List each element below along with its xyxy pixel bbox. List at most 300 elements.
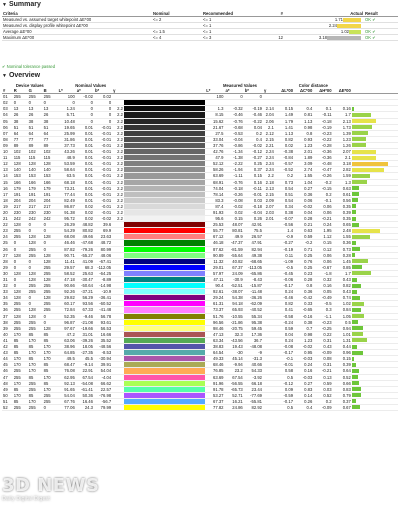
cell: 255 — [28, 325, 43, 331]
cell: -0.57 — [275, 161, 294, 167]
cell: 12 — [2, 161, 13, 167]
delta-e-bar — [352, 345, 357, 349]
delta-e-bar — [352, 174, 370, 178]
delta-e-bar — [352, 387, 361, 391]
cell: 128 — [13, 252, 28, 258]
column-header: L* — [58, 88, 76, 94]
cell: -0.01 — [94, 209, 112, 215]
cell: -2.22 — [225, 161, 244, 167]
cell: -0.01 — [94, 173, 112, 179]
cell: 0.59 — [294, 234, 313, 240]
cell: 255 — [28, 246, 43, 252]
cell: 0.76 — [294, 258, 313, 264]
cell: 2.13 — [263, 185, 275, 191]
cell: 2.24 — [263, 155, 275, 161]
cell: -0.04 — [244, 209, 263, 215]
delta-e-bar — [352, 150, 376, 154]
nominal-values-header: Nominal Values — [75, 83, 107, 88]
cell: 30 — [2, 270, 13, 276]
cell: 115 — [13, 155, 28, 161]
cell: -0.19 — [244, 106, 263, 112]
cell: 0.02 — [76, 216, 94, 222]
cell: -0.2 — [313, 179, 332, 185]
cell: 77 — [13, 136, 28, 142]
summary-actual-cell — [284, 35, 364, 41]
cell: -0.01 — [94, 197, 112, 203]
cell: 0.2 — [313, 398, 332, 404]
cell: -0.08 — [225, 197, 244, 203]
cell: 0.01 — [76, 179, 94, 185]
cell: 47.18 — [58, 277, 76, 283]
cell: -1.94 — [225, 167, 244, 173]
cell: 0 — [13, 246, 28, 252]
cell: -0.02 — [294, 344, 313, 350]
summary-criteria-cell: Average ΔE*00 — [2, 29, 152, 35]
cell: 73.37 — [205, 307, 224, 313]
cell: -0.23 — [313, 319, 332, 325]
delta-e-bar — [352, 131, 368, 135]
cell: 0.36 — [294, 289, 313, 295]
cell: 0.51 — [275, 191, 294, 197]
cell: 38 — [28, 118, 43, 124]
cell: 0.03 — [313, 386, 332, 392]
cell: 255 — [28, 283, 43, 289]
summary-actual-value: 3.18 — [318, 35, 327, 41]
cell: 0.24 — [275, 337, 294, 343]
delta-e-bar — [352, 369, 359, 373]
cell: -30.47 — [76, 277, 94, 283]
cell: 191 — [28, 191, 43, 197]
cell: 77.44 — [58, 191, 76, 197]
cell: 230 — [28, 209, 43, 215]
cell: -0.02 — [244, 142, 263, 148]
cell: 2.2 — [112, 155, 124, 161]
cell: 87.62 — [205, 246, 224, 252]
delta-e-bar — [352, 210, 356, 214]
cell: 0.98 — [294, 331, 313, 337]
cell: 0.4 — [294, 404, 313, 410]
cell: -0.45 — [275, 270, 294, 276]
cell: -30.94 — [94, 356, 112, 362]
cell: 67.76 — [58, 398, 76, 404]
cell: 1.13 — [275, 130, 294, 136]
cell: 153 — [13, 173, 28, 179]
cell: 79.99 — [94, 404, 112, 410]
cell: 1.55 — [294, 173, 313, 179]
cell: 0.21 — [294, 222, 313, 228]
cell: 0.65 — [333, 222, 352, 228]
cell: 0.73 — [275, 179, 294, 185]
cell: -0.23 — [313, 130, 332, 136]
cell: -0.09 — [313, 350, 332, 356]
cell: 2.01 — [263, 216, 275, 222]
cell: -77.69 — [244, 392, 263, 398]
cell: -0.56 — [275, 222, 294, 228]
cell: -0.04 — [225, 136, 244, 142]
cell: 230 — [13, 209, 28, 215]
cell: 85 — [13, 386, 28, 392]
cell: 0.02 — [94, 94, 112, 100]
cell: 35 — [2, 301, 13, 307]
cell: 1.7 — [333, 112, 352, 118]
cell: 128 — [43, 277, 58, 283]
cell: 128 — [43, 252, 58, 258]
cell: 2.14 — [263, 106, 275, 112]
delta-e-bar — [352, 229, 380, 233]
cell: 8.15 — [205, 112, 224, 118]
cell: 217 — [43, 203, 58, 209]
cell: -0.2 — [294, 240, 313, 246]
cell: -0.01 — [94, 124, 112, 130]
cell: 0.28 — [294, 216, 313, 222]
cell: 91.38 — [58, 209, 76, 215]
cell: 42 — [2, 344, 13, 350]
cell: 0.98 — [294, 124, 313, 130]
cell: -0.53 — [225, 130, 244, 136]
cell: 0.01 — [76, 191, 94, 197]
cell: 0.52 — [313, 392, 332, 398]
cell: 0 — [28, 301, 43, 307]
cell: -27.35 — [76, 350, 94, 356]
cell: 19.43 — [225, 344, 244, 350]
cell: -112.05 — [94, 264, 112, 270]
cell: 54.33 — [244, 368, 263, 374]
cell: 0.93 — [294, 136, 313, 142]
column-header: γ — [112, 88, 124, 94]
cell: 51 — [28, 124, 43, 130]
cell: 0.28 — [333, 252, 352, 258]
cell: 85 — [28, 331, 43, 337]
cell: 16.66 — [94, 331, 112, 337]
cell: 100 — [58, 94, 76, 100]
cell: 3.18 — [333, 161, 352, 167]
cell: 0.59 — [313, 380, 332, 386]
delta-e-bar — [352, 259, 369, 263]
cell: 49 — [2, 386, 13, 392]
summary-actual-bar — [343, 18, 361, 22]
cell: 0.37 — [244, 167, 263, 173]
cell: 2.2 — [263, 173, 275, 179]
cell: 0.1 — [313, 106, 332, 112]
cell: 0 — [28, 264, 43, 270]
cell: 25.53 — [205, 222, 224, 228]
cell: 1.13 — [294, 118, 313, 124]
cell: 170 — [43, 356, 58, 362]
cell: 67.54 — [225, 374, 244, 380]
cell: 1.79 — [275, 118, 294, 124]
cell: 89 — [28, 142, 43, 148]
cell: 0.43 — [313, 344, 332, 350]
cell: 0.63 — [294, 228, 313, 234]
cell: 0 — [13, 240, 28, 246]
cell: 0.22 — [313, 331, 332, 337]
cell: 102 — [43, 149, 58, 155]
cell: 0.41 — [275, 307, 294, 313]
summary-recommended-cell: <= 1 — [202, 17, 262, 23]
cell: -1.09 — [275, 258, 294, 264]
cell: 29.82 — [58, 295, 76, 301]
cell: 166 — [43, 179, 58, 185]
cell: 40 — [2, 331, 13, 337]
cell: 0 — [94, 112, 112, 118]
delta-e-bar — [352, 308, 362, 312]
cell: 03 — [2, 106, 13, 112]
cell: 91.96 — [205, 380, 224, 386]
cell: -0.01 — [94, 191, 112, 197]
cell: -0.26 — [225, 191, 244, 197]
cell: 0 — [94, 118, 112, 124]
cell: -0.16 — [294, 313, 313, 319]
cell: 2.74 — [294, 167, 313, 173]
cell: 63.5 — [58, 173, 76, 179]
cell: 0.25 — [294, 264, 313, 270]
cell: 13 — [43, 106, 58, 112]
cell: 24.3 — [76, 404, 94, 410]
cell: 255 — [43, 392, 58, 398]
cell: 29 — [2, 264, 13, 270]
cell: 0.96 — [333, 350, 352, 356]
cell: 22.91 — [76, 368, 94, 374]
cell: -0.52 — [275, 167, 294, 173]
delta-e-bar — [352, 180, 367, 184]
overview-heading[interactable]: ▼ Overview — [2, 72, 41, 79]
cell: 22.57 — [94, 386, 112, 392]
cell: 0.37 — [333, 398, 352, 404]
cell: -0.25 — [313, 325, 332, 331]
cell: 255 — [13, 404, 28, 410]
cell: 51 — [13, 124, 28, 130]
column-header: ΔE*00 — [333, 88, 352, 94]
cell: 92.13 — [58, 380, 76, 386]
cell: 0.06 — [294, 197, 313, 203]
cell: 75.5 — [244, 228, 263, 234]
cell: 51 — [2, 398, 13, 404]
cell: 09 — [2, 142, 13, 148]
collapse-triangle-icon[interactable]: ▼ — [2, 73, 7, 79]
cell: 0.28 — [294, 277, 313, 283]
cell: 255 — [28, 94, 43, 100]
cell: 0.03 — [244, 197, 263, 203]
cell: 1.31 — [333, 337, 352, 343]
cell: 0 — [13, 258, 28, 264]
cell: 2.01 — [294, 149, 313, 155]
summary-nominal-cell: <= 1.5 — [152, 29, 202, 35]
collapse-triangle-icon[interactable]: ▼ — [2, 2, 7, 8]
cell: 32 — [2, 283, 13, 289]
cell: 0.59 — [275, 325, 294, 331]
cell: 0.11 — [275, 252, 294, 258]
cell: 255 — [13, 368, 28, 374]
cell: 67.37 — [205, 398, 224, 404]
cell: 1.49 — [275, 112, 294, 118]
cell: 170 — [13, 356, 28, 362]
cell: 255 — [13, 94, 28, 100]
cell: 38.96 — [58, 344, 76, 350]
delta-e-bar — [352, 357, 354, 361]
delta-e-bar — [352, 107, 354, 111]
cell: 0.25 — [294, 252, 313, 258]
cell: 0.27 — [294, 380, 313, 386]
cell: 0.8 — [294, 130, 313, 136]
cell: -0.21 — [313, 368, 332, 374]
cell: 191 — [13, 191, 28, 197]
cell: 0.01 — [76, 130, 94, 136]
cell: 1.73 — [333, 124, 352, 130]
cell: 85 — [43, 362, 58, 368]
delta-e-bar — [352, 399, 356, 403]
cell: 2.1 — [333, 155, 352, 161]
cell: 2.2 — [112, 118, 124, 124]
cell: 2.2 — [112, 185, 124, 191]
cell: 13 — [28, 106, 43, 112]
cell: -52.51 — [225, 283, 244, 289]
summary-heading[interactable]: ▼ Summary — [2, 1, 41, 8]
cell: 128 — [13, 222, 28, 228]
cell: 33.04 — [205, 136, 224, 142]
cell: -0.17 — [275, 398, 294, 404]
cell: 255 — [43, 283, 58, 289]
cell: 1.23 — [294, 337, 313, 343]
cell: -0.11 — [244, 185, 263, 191]
cell: -15.87 — [244, 283, 263, 289]
cell: -36.26 — [244, 295, 263, 301]
cell: 2.12 — [263, 130, 275, 136]
cell: -0.18 — [313, 118, 332, 124]
cell: -0.11 — [313, 112, 332, 118]
cell: -0.01 — [94, 149, 112, 155]
cell: 0.73 — [333, 246, 352, 252]
delta-e-bar — [352, 204, 356, 208]
cell: 06 — [2, 124, 13, 130]
cell: -0.02 — [94, 216, 112, 222]
cell: -0.02 — [225, 203, 244, 209]
cell: -55.81 — [244, 398, 263, 404]
cell: -60.52 — [94, 301, 112, 307]
cell: -0.02 — [76, 94, 94, 100]
delta-e-bar — [352, 186, 359, 190]
cell: 77.82 — [205, 404, 224, 410]
cell — [263, 404, 275, 410]
cell: 56.78 — [94, 313, 112, 319]
cell: 26 — [13, 112, 28, 118]
cell: 07 — [2, 130, 13, 136]
cell: 89 — [43, 142, 58, 148]
cell: -9 — [244, 350, 263, 356]
cell: 43.26 — [58, 149, 76, 155]
summary-table — [2, 11, 398, 41]
cell: 0.7 — [294, 325, 313, 331]
cell: 20 — [2, 209, 13, 215]
cell: 0.83 — [294, 386, 313, 392]
cell: 93.61 — [94, 319, 112, 325]
cell: 1.23 — [333, 136, 352, 142]
cell: 179 — [13, 185, 28, 191]
cell: 255 — [13, 374, 28, 380]
cell: -1.38 — [225, 155, 244, 161]
cell: -47.37 — [225, 240, 244, 246]
cell: 0 — [76, 112, 94, 118]
delta-e-bar-cell — [352, 404, 398, 410]
delta-e-bar — [352, 363, 356, 367]
cell: 2.2 — [112, 216, 124, 222]
cell: -9.46 — [76, 313, 94, 319]
cell: -0.01 — [244, 191, 263, 197]
cell: -81.59 — [225, 246, 244, 252]
cell: 217 — [28, 203, 43, 209]
cell: 0.02 — [76, 209, 94, 215]
cell: -55.64 — [225, 252, 244, 258]
cell: 47.13 — [205, 331, 224, 337]
cell: 0.24 — [275, 289, 294, 295]
cell: 0.14 — [294, 392, 313, 398]
cell: 0 — [94, 106, 112, 112]
summary-col-header: # — [262, 11, 284, 17]
cell: 128 — [28, 161, 43, 167]
cell: 90.66 — [58, 283, 76, 289]
cell: 2.48 — [333, 228, 352, 234]
cell: 83.3 — [205, 197, 224, 203]
cell: -0.42 — [294, 295, 313, 301]
cell: 0.04 — [294, 209, 313, 215]
cell: 80.99 — [94, 246, 112, 252]
cell: 255 — [13, 307, 28, 313]
cell: -0.17 — [275, 283, 294, 289]
cell: 48.07 — [225, 222, 244, 228]
cell: 26 — [2, 246, 13, 252]
cell: 17.36 — [244, 331, 263, 337]
cell: 53.59 — [58, 161, 76, 167]
cell: 04 — [2, 112, 13, 118]
cell: 1.4 — [275, 228, 294, 234]
cell: 0.04 — [244, 124, 263, 130]
cell: 1.3 — [333, 179, 352, 185]
cell: 39 — [2, 325, 13, 331]
cell: -40.52 — [244, 307, 263, 313]
cell: 2.18 — [263, 179, 275, 185]
cell: 0.35 — [333, 203, 352, 209]
cell: 58.52 — [58, 270, 76, 276]
column-header: ΔH*00 — [313, 88, 332, 94]
cell: 230 — [43, 209, 58, 215]
cell: 179 — [43, 185, 58, 191]
cell: 41 — [2, 337, 13, 343]
cell: 68.18 — [58, 179, 76, 185]
cell: 1.01 — [333, 331, 352, 337]
cell: 42.91 — [244, 222, 263, 228]
cell: 95.38 — [244, 319, 263, 325]
cell: 2.07 — [263, 203, 275, 209]
cell: -41.48 — [94, 307, 112, 313]
cell: 140 — [28, 167, 43, 173]
cell: 44 — [2, 356, 13, 362]
summary-actual-bar — [349, 30, 361, 34]
cell: 0 — [225, 94, 244, 100]
cell: 96.56 — [205, 319, 224, 325]
cell: 87.4 — [205, 203, 224, 209]
delta-e-bar — [352, 332, 364, 336]
cell: 38 — [13, 118, 28, 124]
summary-nominal-cell: <= 4 — [152, 35, 202, 41]
cell: 0.01 — [76, 149, 94, 155]
cell: 85 — [13, 350, 28, 356]
color-distance-header: Color distance — [298, 83, 328, 88]
column-header: L* — [205, 88, 224, 94]
cell: 0.74 — [333, 295, 352, 301]
cell: 58.26 — [205, 167, 224, 173]
cell: 0.38 — [275, 209, 294, 215]
cell: -0.12 — [275, 380, 294, 386]
cell: 96.87 — [58, 319, 76, 325]
